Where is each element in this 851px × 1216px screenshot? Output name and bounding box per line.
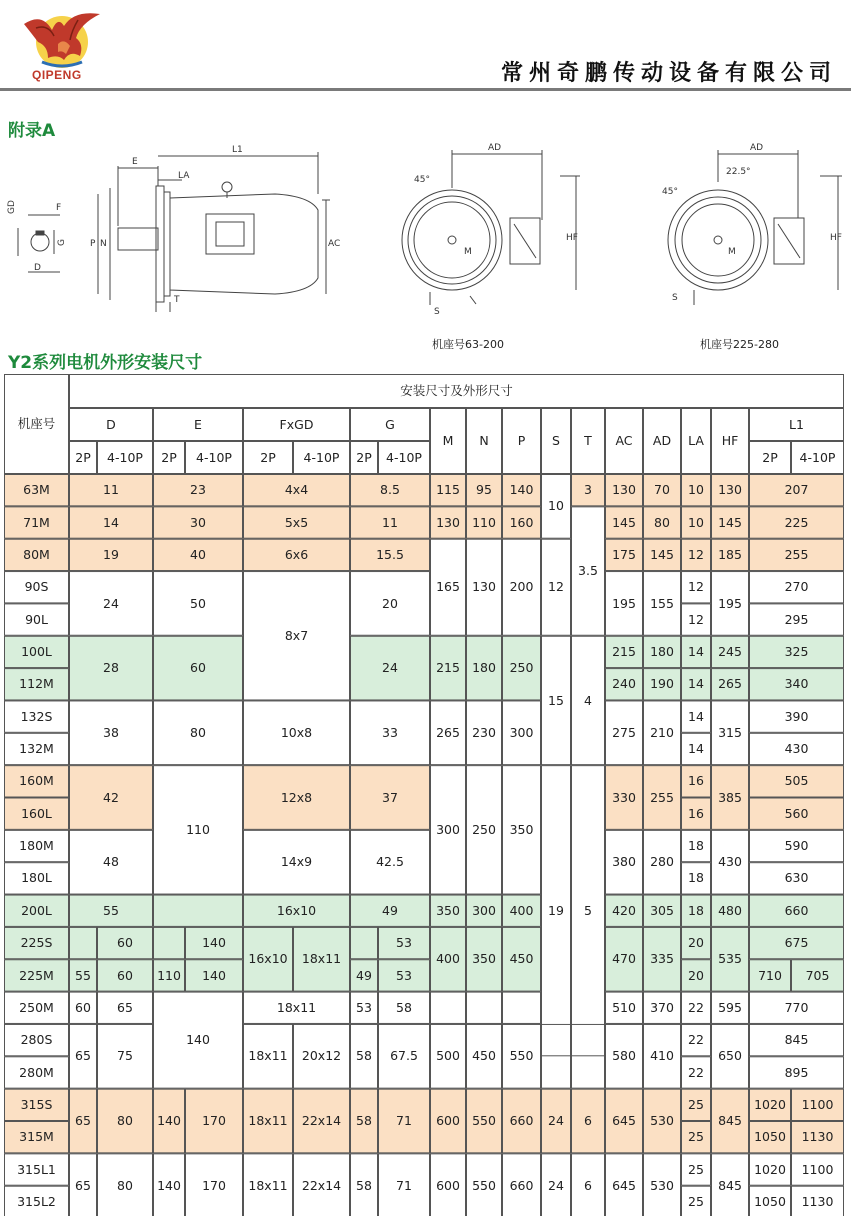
table-cell: 25 <box>681 1121 711 1153</box>
table-cell: 12 <box>681 603 711 635</box>
table-cell: 110 <box>153 959 185 991</box>
table-cell: 1050 <box>749 1121 791 1153</box>
label-45-1: 45° <box>414 175 430 185</box>
end-view-drawing-225-280 <box>668 150 842 305</box>
frame-size-cell: 180M <box>4 830 69 862</box>
table-cell: 22 <box>681 992 711 1024</box>
table-cell: 71 <box>378 1153 430 1216</box>
end-view-drawing-63-200 <box>402 150 580 305</box>
table-cell: 207 <box>749 474 844 506</box>
table-title: Y2系列电机外形安装尺寸 <box>8 353 203 373</box>
table-cell: 470 <box>605 927 643 992</box>
header-l1-4-10p: 4-10P <box>799 449 836 465</box>
table-cell: 80 <box>97 1089 153 1154</box>
table-cell: 70 <box>643 474 681 506</box>
table-cell: 28 <box>69 636 153 701</box>
caption-frame-63-200: 机座号63-200 <box>432 338 504 351</box>
frame-size-cell: 90S <box>4 571 69 603</box>
table-cell: 49 <box>350 895 430 927</box>
frame-size-cell: 315L1 <box>4 1153 69 1185</box>
header-d-4-10p: 4-10P <box>107 449 143 465</box>
table-cell: 18x11 <box>243 1153 293 1216</box>
label-m-1: M <box>464 247 472 257</box>
table-cell: 58 <box>350 1089 378 1154</box>
frame-size-cell: 280S <box>4 1024 69 1056</box>
table-cell: 24 <box>69 571 153 636</box>
table-cell: 24 <box>541 1153 571 1216</box>
header-hf: HF <box>721 433 739 449</box>
header-e: E <box>194 416 202 432</box>
table-cell: 660 <box>502 1153 541 1216</box>
label-45-2: 45° <box>662 187 678 197</box>
frame-size-cell: 80M <box>4 539 69 571</box>
table-cell: 1130 <box>791 1186 844 1216</box>
table-cell: 280 <box>643 830 681 895</box>
header-g: G <box>385 416 395 432</box>
table-cell: 450 <box>502 927 541 992</box>
table-cell: 42 <box>69 765 153 830</box>
table-cell: 190 <box>643 668 681 700</box>
table-cell: 195 <box>605 571 643 636</box>
table-cell: 1100 <box>791 1089 844 1121</box>
table-cell: 19 <box>69 539 153 571</box>
table-cell: 420 <box>605 895 643 927</box>
label-ad-2: AD <box>750 143 764 153</box>
table-cell: 22x14 <box>293 1153 350 1216</box>
table-cell: 33 <box>350 700 430 765</box>
table-cell: 845 <box>711 1153 749 1216</box>
table-cell: 75 <box>97 1024 153 1089</box>
table-cell: 65 <box>69 1089 97 1154</box>
label-m-2: M <box>728 247 736 257</box>
table-cell: 58 <box>350 1153 378 1216</box>
table-cell: 230 <box>466 700 502 765</box>
table-cell: 430 <box>749 733 844 765</box>
frame-size-cell: 160M <box>4 765 69 797</box>
table-cell: 40 <box>153 539 243 571</box>
header-t: T <box>584 433 592 449</box>
frame-size-cell: 90L <box>4 603 69 635</box>
appendix-title: 附录A <box>8 121 56 141</box>
table-cell: 6 <box>571 1153 605 1216</box>
label-la: LA <box>178 171 190 181</box>
table-cell: 5 <box>571 765 605 1056</box>
frame-size-cell: 225S <box>4 927 69 959</box>
table-cell: 275 <box>605 700 643 765</box>
frame-size-cell: 315S <box>4 1089 69 1121</box>
table-cell: 3.5 <box>571 506 605 635</box>
header-ac: AC <box>615 433 633 449</box>
table-cell: 67.5 <box>378 1024 430 1089</box>
label-p: P <box>90 239 96 249</box>
table-cell: 560 <box>749 798 844 830</box>
table-cell: 16 <box>681 765 711 797</box>
table-cell: 37 <box>350 765 430 830</box>
label-l1: L1 <box>232 145 243 155</box>
table-cell: 450 <box>466 1024 502 1089</box>
label-g: G <box>57 239 67 246</box>
table-cell: 18 <box>681 830 711 862</box>
table-cell: 580 <box>605 1024 643 1089</box>
header-s: S <box>552 433 560 449</box>
table-cell: 255 <box>749 539 844 571</box>
table-cell: 430 <box>711 830 749 895</box>
frame-size-cell: 132S <box>4 700 69 732</box>
side-view-drawing <box>98 152 330 312</box>
table-cell: 895 <box>749 1056 844 1088</box>
table-cell: 845 <box>749 1024 844 1056</box>
table-cell: 330 <box>605 765 643 830</box>
table-cell: 18 <box>681 895 711 927</box>
table-cell: 530 <box>643 1089 681 1154</box>
table-cell: 50 <box>153 571 243 636</box>
table-cell: 215 <box>605 636 643 668</box>
table-cell: 53 <box>350 992 378 1024</box>
table-cell: 245 <box>711 636 749 668</box>
table-cell: 16x10 <box>243 895 350 927</box>
caption-frame-225-280: 机座号225-280 <box>700 338 779 351</box>
table-cell: 550 <box>466 1153 502 1216</box>
dimension-table <box>4 374 844 1212</box>
table-cell: 550 <box>502 1024 541 1089</box>
label-hf-1: HF <box>566 233 578 243</box>
table-cell: 14 <box>681 733 711 765</box>
table-cell: 14 <box>681 700 711 732</box>
table-cell: 325 <box>749 636 844 668</box>
table-cell: 140 <box>153 1089 185 1154</box>
header-m: M <box>442 433 454 449</box>
header-divider <box>0 88 851 91</box>
header-fxgd-2p: 2P <box>260 449 276 465</box>
table-cell: 49 <box>350 959 378 991</box>
table-cell: 60 <box>69 992 97 1024</box>
frame-size-cell: 63M <box>4 474 69 506</box>
table-cell: 65 <box>69 1153 97 1216</box>
label-e: E <box>132 157 138 167</box>
table-cell: 175 <box>605 539 643 571</box>
table-cell: 300 <box>466 895 502 927</box>
table-cell: 1020 <box>749 1153 791 1185</box>
label-s-1: S <box>434 307 440 317</box>
label-d: D <box>34 263 41 273</box>
label-s-2: S <box>672 293 678 303</box>
table-cell: 20 <box>681 927 711 959</box>
table-cell: 645 <box>605 1153 643 1216</box>
table-cell: 660 <box>502 1089 541 1154</box>
table-cell: 535 <box>711 927 749 992</box>
header-fxgd-4-10p: 4-10P <box>303 449 340 465</box>
table-cell: 10x8 <box>243 700 350 765</box>
table-cell: 11 <box>69 474 153 506</box>
table-cell: 55 <box>69 895 153 927</box>
table-cell: 505 <box>749 765 844 797</box>
table-cell: 110 <box>153 765 243 894</box>
table-cell: 180 <box>643 636 681 668</box>
table-cell: 385 <box>711 765 749 830</box>
table-cell: 530 <box>643 1153 681 1216</box>
table-cell: 140 <box>502 474 541 506</box>
table-cell: 19 <box>541 765 571 1056</box>
frame-size-cell: 132M <box>4 733 69 765</box>
table-cell: 650 <box>711 1024 749 1089</box>
table-cell: 265 <box>711 668 749 700</box>
table-cell: 15.5 <box>350 539 430 571</box>
table-cell: 12 <box>681 571 711 603</box>
table-cell: 3 <box>571 474 605 506</box>
header-d: D <box>106 416 116 432</box>
table-cell: 140 <box>185 959 243 991</box>
table-cell: 16 <box>681 798 711 830</box>
table-cell: 42.5 <box>350 830 430 895</box>
header-la: LA <box>688 433 704 449</box>
table-cell: 660 <box>749 895 844 927</box>
table-cell: 1130 <box>791 1121 844 1153</box>
page-header <box>0 0 851 100</box>
table-cell: 8x7 <box>243 571 350 700</box>
table-cell: 10 <box>681 474 711 506</box>
frame-size-cell: 280M <box>4 1056 69 1088</box>
table-cell: 140 <box>153 1153 185 1216</box>
table-cell: 140 <box>185 927 243 959</box>
label-ac: AC <box>328 239 341 249</box>
table-cell: 4x4 <box>243 474 350 506</box>
table-cell: 600 <box>430 1089 466 1154</box>
table-cell: 250 <box>466 765 502 894</box>
table-cell: 600 <box>430 1153 466 1216</box>
table-cell: 18x11 <box>243 992 350 1024</box>
table-cell: 71 <box>378 1089 430 1154</box>
table-cell: 215 <box>430 636 466 701</box>
table-cell: 11 <box>350 506 430 538</box>
table-cell: 390 <box>749 700 844 732</box>
table-cell: 18x11 <box>293 927 350 992</box>
table-cell: 18x11 <box>243 1089 293 1154</box>
table-cell: 340 <box>749 668 844 700</box>
frame-size-cell: 250M <box>4 992 69 1024</box>
table-cell: 60 <box>97 927 153 959</box>
table-cell: 22 <box>681 1024 711 1056</box>
table-cell: 145 <box>711 506 749 538</box>
table-cell: 95 <box>466 474 502 506</box>
table-cell: 180 <box>466 636 502 701</box>
table-cell: 53 <box>378 959 430 991</box>
header-g-4-10p: 4-10P <box>386 449 422 465</box>
table-grid-lines <box>4 374 844 1216</box>
table-cell: 24 <box>541 1089 571 1154</box>
label-gd: GD <box>7 200 17 214</box>
company-name: 常州奇鹏传动设备有限公司 <box>500 61 837 86</box>
table-cell: 255 <box>643 765 681 830</box>
header-group: 安装尺寸及外形尺寸 <box>400 383 513 399</box>
table-cell: 8.5 <box>350 474 430 506</box>
table-cell: 710 <box>749 959 791 991</box>
frame-size-cell: 200L <box>4 895 69 927</box>
table-cell: 500 <box>430 1024 466 1089</box>
table-cell: 48 <box>69 830 153 895</box>
table-cell: 400 <box>430 927 466 992</box>
table-cell: 55 <box>69 959 97 991</box>
table-cell: 14x9 <box>243 830 350 895</box>
table-cell: 65 <box>97 992 153 1024</box>
table-cell: 53 <box>378 927 430 959</box>
table-cell: 170 <box>185 1153 243 1216</box>
table-cell: 80 <box>97 1153 153 1216</box>
header-e-2p: 2P <box>161 449 177 465</box>
label-n: N <box>100 239 107 249</box>
table-cell: 335 <box>643 927 681 992</box>
table-cell: 14 <box>69 506 153 538</box>
label-t: T <box>174 295 180 305</box>
header-l1: L1 <box>789 416 804 432</box>
table-cell: 550 <box>466 1089 502 1154</box>
table-cell: 155 <box>643 571 681 636</box>
table-cell: 770 <box>749 992 844 1024</box>
table-cell: 350 <box>502 765 541 894</box>
frame-size-cell: 112M <box>4 668 69 700</box>
table-cell: 295 <box>749 603 844 635</box>
table-cell: 6x6 <box>243 539 350 571</box>
motor-dimension-drawings <box>0 130 851 350</box>
table-cell: 265 <box>430 700 466 765</box>
table-cell: 400 <box>502 895 541 927</box>
table-cell: 16x10 <box>243 927 293 992</box>
table-cell: 145 <box>643 539 681 571</box>
table-cell: 25 <box>681 1153 711 1185</box>
table-cell: 300 <box>430 765 466 894</box>
table-cell: 22x14 <box>293 1089 350 1154</box>
frame-size-cell: 71M <box>4 506 69 538</box>
table-cell: 380 <box>605 830 643 895</box>
table-cell: 300 <box>502 700 541 765</box>
table-cell: 1050 <box>749 1186 791 1216</box>
table-cell: 20 <box>681 959 711 991</box>
table-cell: 10 <box>681 506 711 538</box>
frame-size-cell: 315L2 <box>4 1186 69 1216</box>
table-cell: 23 <box>153 474 243 506</box>
header-g-2p: 2P <box>356 449 372 465</box>
table-cell: 250 <box>502 636 541 701</box>
table-cell: 675 <box>749 927 844 959</box>
table-cell: 140 <box>153 992 243 1089</box>
table-cell: 14 <box>681 636 711 668</box>
table-cell: 80 <box>153 700 243 765</box>
table-cell: 4 <box>571 636 605 765</box>
header-n: N <box>479 433 489 449</box>
table-cell: 20x12 <box>293 1024 350 1089</box>
table-cell: 845 <box>711 1089 749 1154</box>
label-f: F <box>56 203 62 213</box>
table-cell: 1100 <box>791 1153 844 1185</box>
header-frame: 机座号 <box>17 416 56 432</box>
table-cell: 110 <box>466 506 502 538</box>
table-cell: 130 <box>711 474 749 506</box>
table-cell: 18 <box>681 862 711 894</box>
table-cell: 645 <box>605 1089 643 1154</box>
table-cell: 315 <box>711 700 749 765</box>
table-cell: 60 <box>97 959 153 991</box>
label-ad-1: AD <box>488 143 502 153</box>
table-cell: 130 <box>605 474 643 506</box>
table-cell: 1020 <box>749 1089 791 1121</box>
table-cell: 480 <box>711 895 749 927</box>
table-cell: 270 <box>749 571 844 603</box>
table-cell: 58 <box>378 992 430 1024</box>
table-cell: 10 <box>541 474 571 539</box>
table-cell: 410 <box>643 1024 681 1089</box>
table-cell: 200 <box>502 539 541 636</box>
table-cell: 24 <box>350 636 430 701</box>
table-cell: 370 <box>643 992 681 1024</box>
table-cell: 20 <box>350 571 430 636</box>
table-cell: 12x8 <box>243 765 350 830</box>
table-cell: 705 <box>791 959 844 991</box>
frame-size-cell: 225M <box>4 959 69 991</box>
table-cell: 350 <box>430 895 466 927</box>
table-cell: 25 <box>681 1089 711 1121</box>
table-cell: 65 <box>69 1024 97 1089</box>
frame-size-cell: 160L <box>4 798 69 830</box>
table-cell: 165 <box>430 539 466 636</box>
header-fxgd: FxGD <box>279 416 314 432</box>
table-cell: 350 <box>466 927 502 992</box>
table-cell: 130 <box>466 539 502 636</box>
brand-name: QIPENG <box>32 68 82 82</box>
table-cell: 15 <box>541 636 571 765</box>
table-cell: 225 <box>749 506 844 538</box>
table-cell: 145 <box>605 506 643 538</box>
table-cell: 630 <box>749 862 844 894</box>
table-cell: 14 <box>681 668 711 700</box>
table-cell: 590 <box>749 830 844 862</box>
table-cell: 160 <box>502 506 541 538</box>
header-e-4-10p: 4-10P <box>196 449 232 465</box>
frame-size-cell: 315M <box>4 1121 69 1153</box>
table-cell: 60 <box>153 636 243 701</box>
label-225: 22.5° <box>726 167 751 177</box>
table-cell: 25 <box>681 1186 711 1216</box>
table-cell: 6 <box>571 1089 605 1154</box>
frame-size-cell: 100L <box>4 636 69 668</box>
frame-size-cell: 180L <box>4 862 69 894</box>
table-cell: 5x5 <box>243 506 350 538</box>
table-cell: 305 <box>643 895 681 927</box>
header-ad: AD <box>652 433 672 449</box>
table-cell: 30 <box>153 506 243 538</box>
table-cell: 210 <box>643 700 681 765</box>
table-cell: 130 <box>430 506 466 538</box>
table-cell: 38 <box>69 700 153 765</box>
table-cell: 195 <box>711 571 749 636</box>
table-cell: 240 <box>605 668 643 700</box>
label-hf-2: HF <box>830 233 842 243</box>
table-cell: 80 <box>643 506 681 538</box>
header-d-2p: 2P <box>75 449 91 465</box>
table-cell: 595 <box>711 992 749 1024</box>
table-cell: 510 <box>605 992 643 1024</box>
table-cell: 12 <box>541 539 571 636</box>
table-cell: 170 <box>185 1089 243 1154</box>
header-p: P <box>517 433 526 449</box>
table-cell: 115 <box>430 474 466 506</box>
table-cell: 22 <box>681 1056 711 1088</box>
table-cell: 185 <box>711 539 749 571</box>
table-cell: 58 <box>350 1024 378 1089</box>
table-cell: 18x11 <box>243 1024 293 1089</box>
table-cell: 12 <box>681 539 711 571</box>
header-l1-2p: 2P <box>762 449 778 465</box>
